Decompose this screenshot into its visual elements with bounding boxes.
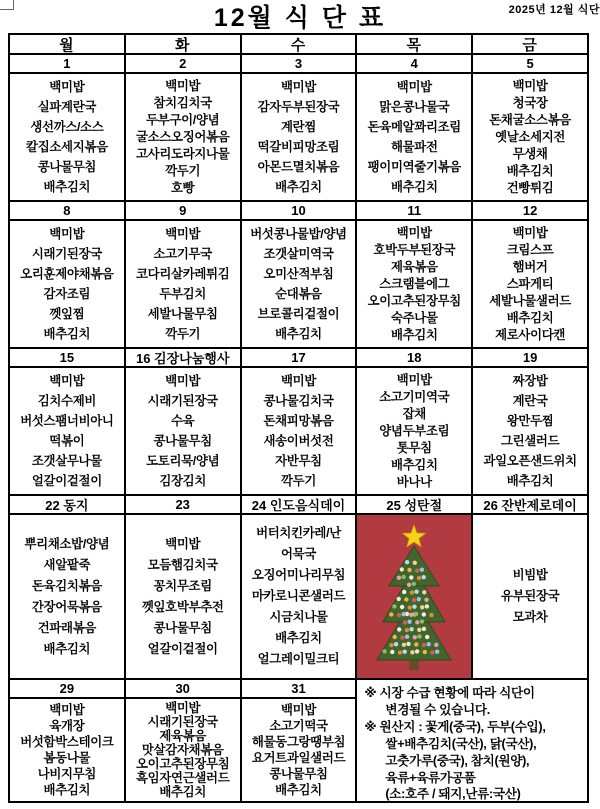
menu-item: 자반무침: [275, 454, 322, 468]
menu-item: 돈채굴소스볶음: [489, 112, 571, 127]
menu-item: 깍두기: [165, 327, 201, 341]
date-cell: 31: [242, 680, 356, 697]
menu-item: 짜장밥: [512, 374, 548, 388]
date-note: 2025년 12월 식단: [508, 4, 600, 16]
menu-item: 백미밥: [165, 374, 201, 388]
menu-item: 수육: [171, 414, 195, 428]
menu-item: 오리훈제야채볶음: [20, 267, 114, 281]
date-cell: 1: [10, 55, 124, 72]
menu-item: 백미밥: [49, 374, 85, 388]
menu-item: 소고기무국: [153, 247, 212, 261]
day-header-1: 월: [10, 35, 124, 53]
menu-item: 백미밥: [280, 374, 316, 388]
menu-cell: [357, 74, 471, 200]
menu-item: 제육볶음: [159, 729, 207, 743]
date-cell: 16 김장나눔행사: [126, 349, 240, 366]
menu-item: 시래기된장국: [147, 715, 218, 729]
menu-item: 돈육김치볶음: [31, 578, 102, 593]
menu-item: 김치수제비: [37, 394, 97, 408]
menu-item: 새알팥죽: [43, 557, 91, 572]
date-cell: 23: [126, 496, 240, 513]
menu-item: 간장어묵볶음: [31, 599, 102, 614]
menu-item: 시금치나물: [269, 610, 328, 624]
date-cell: 4: [357, 55, 471, 72]
menu-item: 오이고추된장무침: [367, 293, 461, 308]
menu-item: 계란국: [512, 394, 548, 408]
menu-cell: [242, 221, 356, 347]
menu-item: 왕만두찜: [506, 414, 554, 428]
menu-item: 깍두기: [165, 163, 201, 178]
menu-item: 돈채피망볶음: [263, 414, 334, 428]
menu-item: 김장김치: [159, 474, 207, 488]
date-cell: 2: [126, 55, 240, 72]
day-header-4: 목: [357, 35, 471, 53]
menu-item: 백미밥: [49, 80, 85, 94]
menu-item: 오이고추된장무침: [136, 757, 230, 771]
scan-corner-artifact: [0, 0, 14, 10]
menu-item: 시래기된장국: [147, 394, 218, 408]
menu-item: 얼갈이겉절이: [147, 641, 218, 656]
menu-item: 콩나물김치국: [263, 394, 334, 408]
menu-item: 감자두부된장국: [257, 100, 340, 114]
menu-item: 생선까스/소스: [30, 120, 104, 134]
menu-item: 봄동나물: [43, 751, 91, 765]
menu-item: 해물동그랑땡부침: [251, 735, 346, 749]
menu-item: 톳무침: [396, 440, 432, 455]
menu-item: 참치김치국: [153, 95, 212, 110]
menu-item: 호빵: [171, 180, 195, 195]
menu-cell: [10, 74, 124, 200]
menu-item: 실파계란국: [37, 100, 97, 114]
menu-item: 배추김치: [43, 783, 91, 797]
menu-item: 배추김치: [506, 163, 554, 178]
date-cell: 10: [242, 202, 356, 219]
menu-item: 배추김치: [506, 310, 554, 325]
menu-item: 도토리묵/양념: [146, 454, 220, 468]
menu-item: 건파래볶음: [37, 620, 97, 635]
menu-item: 배추김치: [506, 474, 554, 488]
menu-item: 바나나: [396, 474, 432, 489]
menu-item: 모과차: [512, 610, 548, 624]
menu-cell: [10, 368, 124, 494]
page-title: 12월 식 단 표: [213, 4, 387, 32]
menu-item: 콩나물무침: [269, 767, 328, 781]
menu-cell: [357, 221, 471, 347]
menu-item: 두부김치: [159, 287, 207, 301]
menu-item: 배추김치: [275, 180, 322, 194]
date-cell: 22 동지: [10, 496, 124, 513]
menu-cell: [126, 368, 240, 494]
menu-item: 브로콜리겉절이: [257, 307, 340, 321]
date-cell: 17: [242, 349, 356, 366]
day-header-5: 금: [473, 35, 587, 53]
menu-item: 콩나물무침: [153, 434, 212, 448]
menu-item: 유부된장국: [500, 589, 560, 603]
menu-item: 배추김치: [159, 785, 207, 799]
menu-item: 백미밥: [396, 80, 432, 94]
date-cell: 3: [242, 55, 356, 72]
menu-item: 배추김치: [275, 631, 322, 645]
menu-item: 스크램블에그: [379, 276, 450, 291]
menu-item: 고사리도라지나물: [136, 146, 230, 161]
date-cell: 5: [473, 55, 587, 72]
menu-cell: [242, 699, 356, 801]
menu-item: 백미밥: [512, 78, 548, 93]
menu-item: 맛살감자채볶음: [141, 743, 224, 757]
menu-item: 백미밥: [512, 225, 548, 240]
menu-item: 돈육메알꽈리조림: [367, 120, 461, 134]
menu-item: 배추김치: [390, 327, 438, 342]
menu-item: 버터치킨카레/난: [256, 526, 341, 540]
menu-item: 오징어미나리무침: [251, 568, 346, 582]
menu-item: 배추김치: [275, 327, 322, 341]
menu-item: 어묵국: [280, 547, 316, 561]
date-cell: 24 인도음식데이: [242, 496, 356, 513]
menu-item: 제로사이다캔: [495, 327, 566, 342]
date-cell: 29: [10, 680, 124, 697]
menu-item: 배추김치: [43, 641, 91, 656]
menu-item: 과일오픈샌드위치: [483, 454, 577, 468]
menu-item: 순대볶음: [275, 287, 322, 301]
date-cell: 19: [473, 349, 587, 366]
menu-item: 뿌리채소밥/양념: [24, 536, 110, 551]
menu-item: 백미밥: [280, 80, 316, 94]
menu-cell: [242, 515, 356, 678]
menu-item: 배추김치: [43, 180, 91, 194]
menu-item: 두부구이/양념: [146, 112, 220, 127]
menu-item: 콩나물무침: [37, 160, 97, 174]
menu-item: 껫잎찜: [49, 307, 85, 321]
menu-item: 시래기된장국: [31, 247, 102, 261]
note-line: 고춧가루(중국), 참치(원양),: [385, 753, 530, 768]
menu-item: 무생채: [512, 146, 548, 161]
menu-item: 옛날소세지전: [495, 129, 566, 144]
menu-item: 백미밥: [49, 703, 85, 717]
menu-cell: [242, 368, 356, 494]
menu-item: 백미밥: [280, 703, 316, 717]
menu-item: 조갯살미역국: [263, 247, 334, 261]
note-line: 쌀+배추김치(국산), 닭(국산),: [385, 736, 537, 751]
note-line: (소:호주 / 돼지,난류:국산): [385, 787, 521, 801]
note-line: 변경될 수 있습니다.: [385, 702, 490, 717]
menu-item: 숙주나물: [390, 310, 438, 325]
note-line: 육류+육류가공품: [385, 770, 476, 785]
menu-item: 버섯스팸너비아니: [20, 414, 114, 428]
menu-item: 흑임자연근샐러드: [136, 771, 230, 785]
menu-item: 맑은콩나물국: [379, 100, 450, 114]
menu-cell: [357, 368, 471, 494]
menu-item: 배추김치: [275, 783, 322, 797]
menu-item: 굴소스오징어볶음: [136, 129, 230, 144]
menu-item: 버섯함박스테이크: [20, 735, 114, 749]
menu-item: 떡갈비피망조림: [257, 140, 340, 154]
menu-table: [8, 33, 589, 803]
menu-item: 나비지무침: [37, 767, 97, 781]
menu-cell: [473, 221, 587, 347]
menu-item: 비빔밥: [512, 568, 548, 582]
menu-item: 얼갈이겉절이: [31, 474, 102, 488]
menu-item: 감자조림: [43, 287, 91, 301]
day-header-2: 화: [126, 35, 240, 53]
date-cell: 15: [10, 349, 124, 366]
menu-item: 새송이버섯전: [263, 434, 334, 448]
menu-item: 코다리살카레튀김: [136, 267, 230, 281]
menu-cell: [126, 699, 240, 801]
day-header-3: 수: [242, 35, 356, 53]
date-cell: 26 잔반제로데이: [473, 496, 587, 513]
menu-cell: [473, 368, 587, 494]
date-cell: 12: [473, 202, 587, 219]
menu-item: 모듬햄김치국: [147, 557, 218, 572]
menu-cell: [10, 515, 124, 678]
menu-item: 세발나물무침: [147, 307, 218, 321]
note-line: ※ 원산지 : 꽃게(중국), 두부(수입),: [364, 719, 546, 734]
menu-item: 마카로니콘샐러드: [251, 589, 346, 603]
menu-item: 청국장: [512, 95, 548, 110]
menu-item: 햄버거: [512, 259, 548, 274]
menu-cell: [242, 74, 356, 200]
menu-item: 얼그레이밀크티: [257, 652, 340, 666]
menu-cell: [473, 74, 587, 200]
menu-item: 팽이미역줄기볶음: [367, 160, 461, 174]
date-cell: 8: [10, 202, 124, 219]
menu-item: 오미산적부침: [263, 267, 334, 281]
menu-item: 아몬드멸치볶음: [257, 160, 340, 174]
menu-cell: [10, 699, 124, 801]
date-cell: 18: [357, 349, 471, 366]
menu-item: 백미밥: [165, 536, 201, 551]
menu-item: 배추김치: [390, 457, 438, 472]
menu-item: 크림스프: [506, 242, 554, 257]
menu-item: 양념두부조림: [379, 423, 450, 438]
menu-cell: [10, 221, 124, 347]
menu-item: 껫잎호박부추전: [141, 599, 224, 614]
menu-item: 조갯살무나물: [31, 454, 102, 468]
menu-item: 백미밥: [165, 701, 201, 715]
menu-item: 백미밥: [165, 78, 201, 93]
christmas-tree-cell: [357, 515, 471, 678]
menu-item: 육개장: [49, 719, 85, 733]
menu-cell: [126, 74, 240, 200]
menu-item: 해물파전: [390, 140, 438, 154]
menu-item: 버섯콩나물밥/양념: [250, 227, 347, 241]
menu-item: 배추김치: [43, 327, 91, 341]
menu-item: 배추김치: [390, 180, 438, 194]
menu-item: 건빵튀김: [506, 180, 554, 195]
date-cell: 30: [126, 680, 240, 697]
menu-item: 소고기미역국: [379, 389, 450, 404]
menu-item: 스파게티: [506, 276, 554, 291]
christmas-tree-image: [359, 521, 469, 673]
menu-item: 잡채: [402, 406, 426, 421]
menu-item: 떡볶이: [49, 434, 85, 448]
menu-item: 백미밥: [49, 227, 85, 241]
menu-item: 백미밥: [396, 372, 432, 387]
menu-item: 소고기떡국: [269, 719, 328, 733]
menu-item: 계란찜: [280, 120, 316, 134]
menu-item: 백미밥: [165, 227, 201, 241]
menu-item: 깍두기: [280, 474, 316, 488]
menu-cell: [126, 221, 240, 347]
notes-section: [357, 680, 587, 801]
menu-item: 세발나물샐러드: [489, 293, 571, 308]
menu-cell: [473, 515, 587, 678]
menu-item: 꽁치무조림: [153, 578, 212, 593]
menu-item: 호박두부된장국: [373, 242, 456, 257]
note-line: ※ 시장 수급 현황에 따라 식단이: [364, 686, 535, 700]
menu-item: 제육볶음: [390, 259, 438, 274]
menu-item: 백미밥: [396, 225, 432, 240]
menu-item: 그린샐러드: [500, 434, 560, 448]
menu-item: 요거트과일샐러드: [251, 751, 346, 765]
date-cell: 9: [126, 202, 240, 219]
date-cell: 11: [357, 202, 471, 219]
menu-cell: [126, 515, 240, 678]
date-cell: 25 성탄절: [357, 496, 471, 513]
menu-item: 콩나물무침: [153, 620, 212, 635]
menu-item: 칼집소세지볶음: [26, 140, 108, 154]
